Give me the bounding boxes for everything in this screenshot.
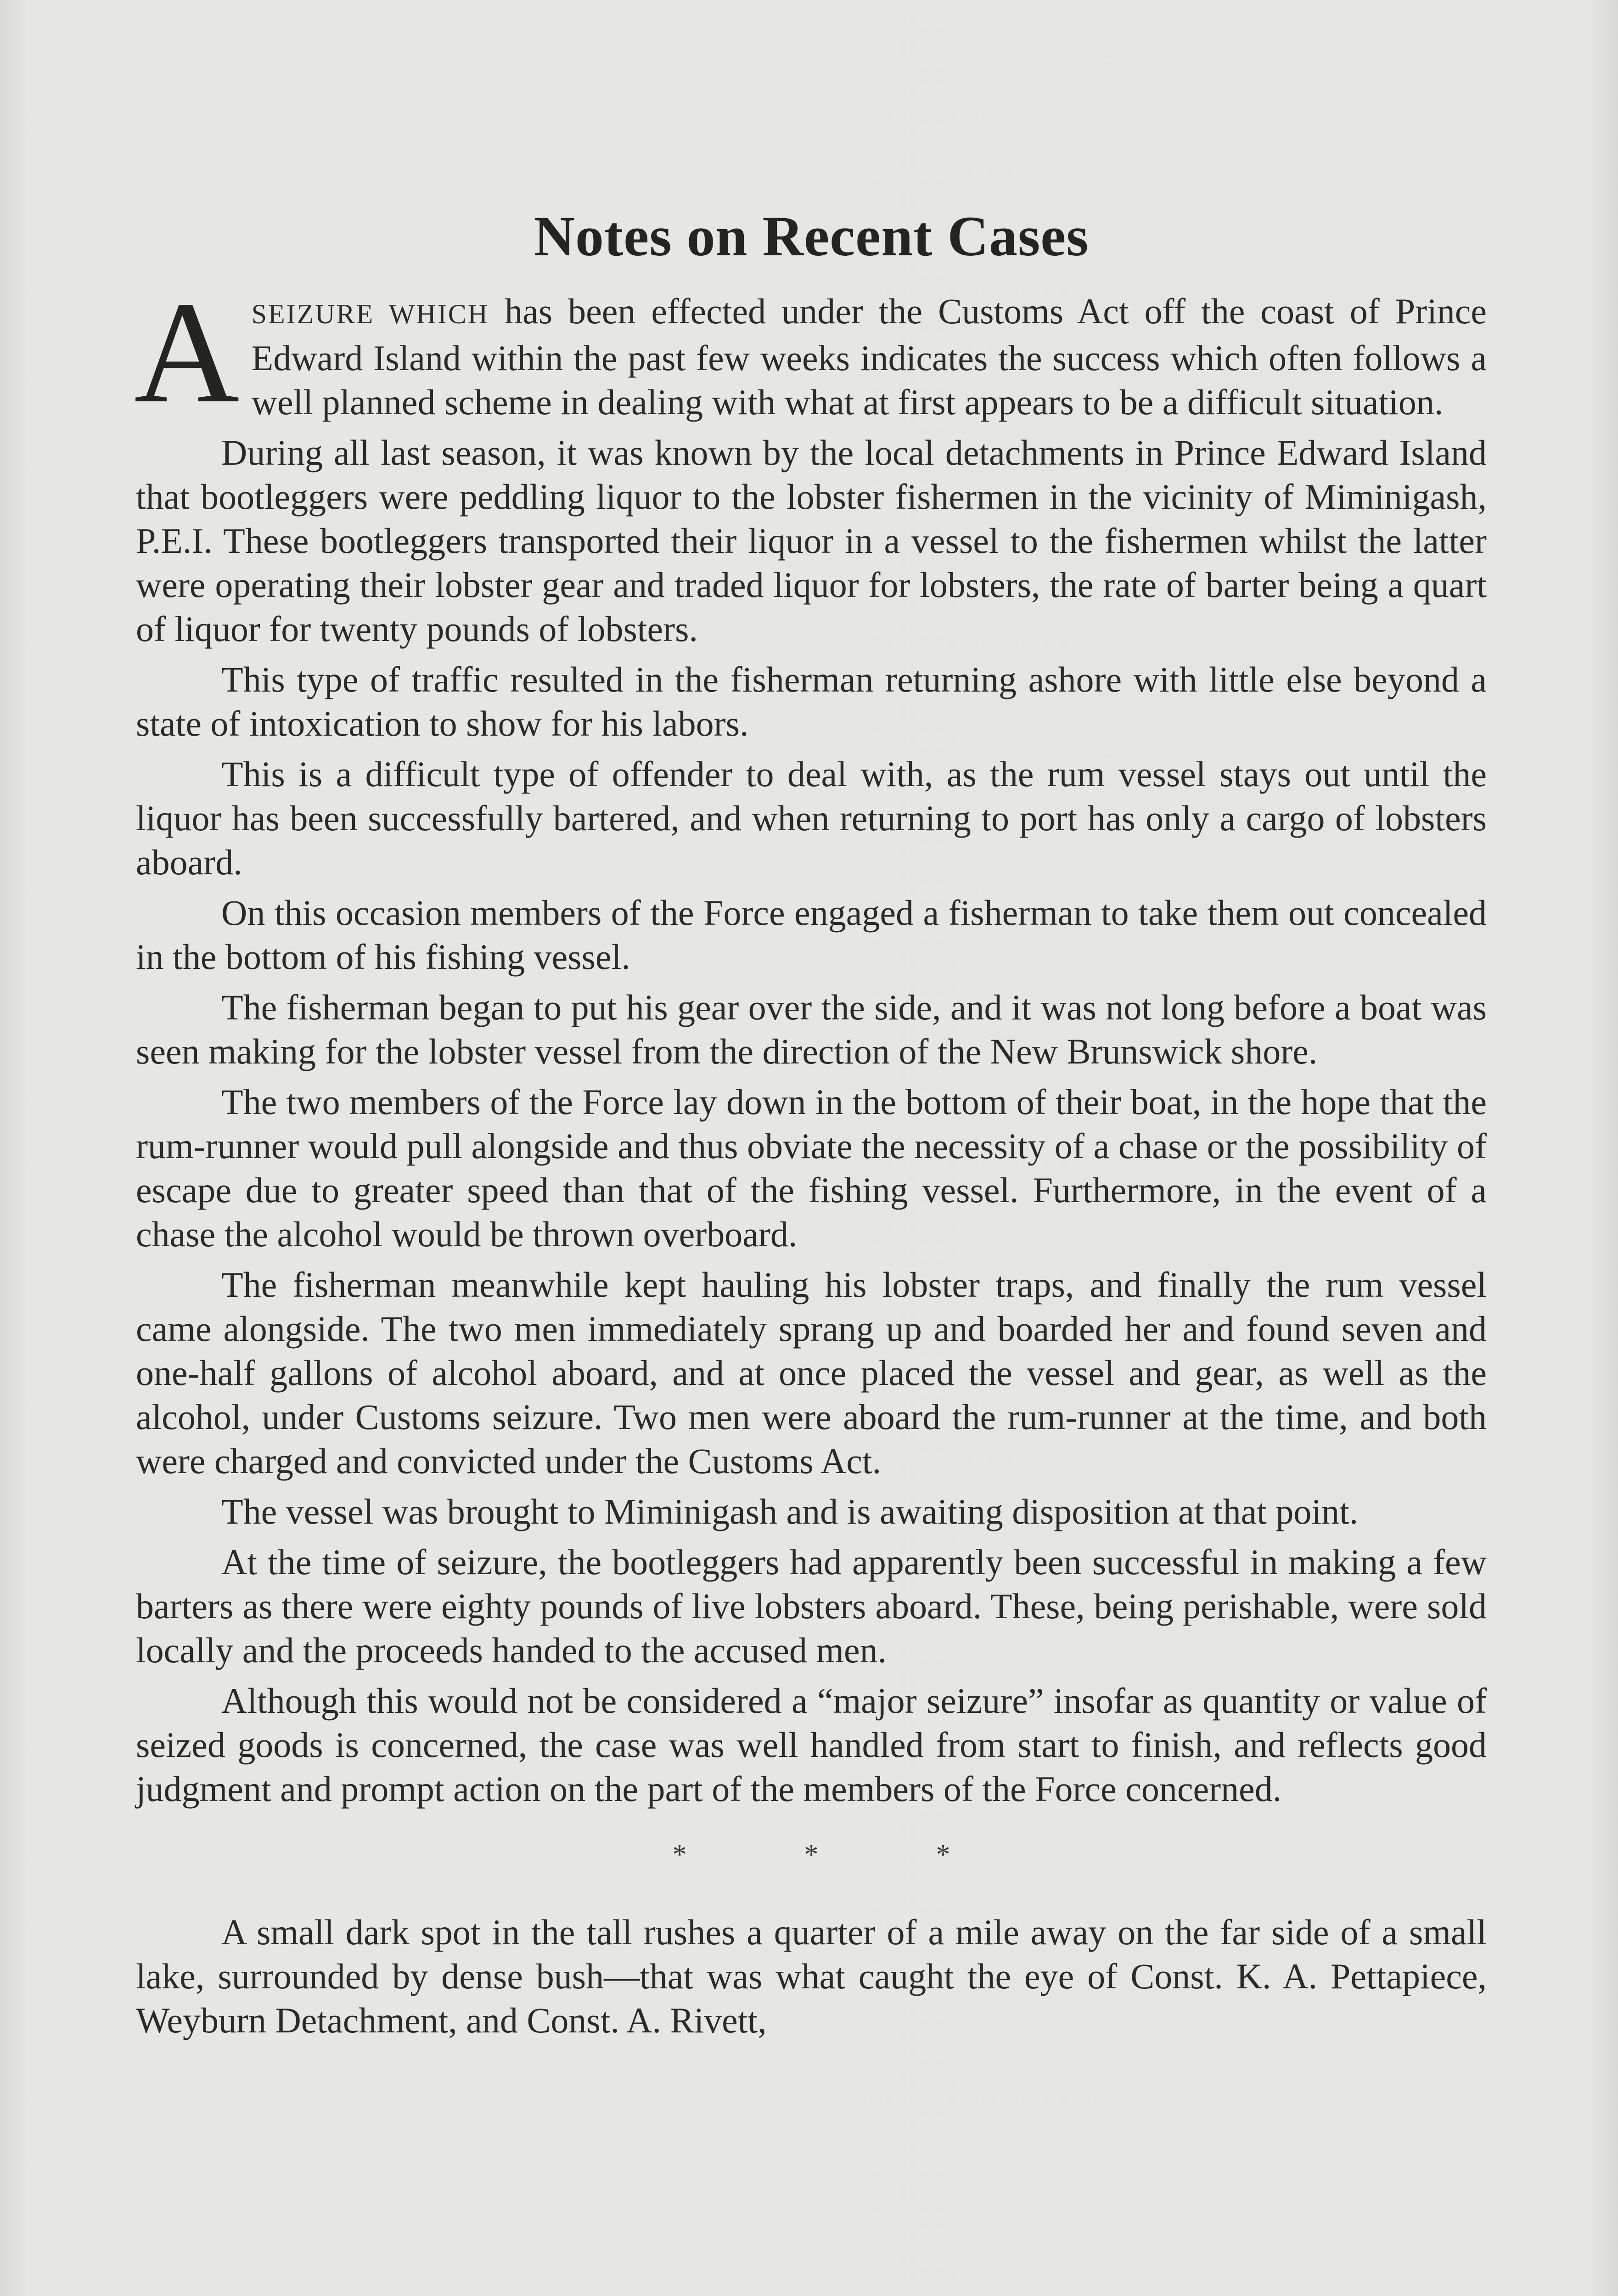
paragraph: This type of traffic resulted in the fisherman returning ashore with little else beyond a state of intoxication to show for his labors. — [136, 659, 1487, 743]
paragraph: This is a difficult type of offender to deal with, as the rum vessel stays out until the liquor has been successfully bartered, and when returning to port has only a cargo of lobsters aboard. — [136, 754, 1487, 882]
paragraph: On this occasion members of the Force engaged a fisherman to take them out concealed in the bottom of his fishing vessel. — [136, 893, 1487, 977]
paragraph: The fisherman began to put his gear over the side, and it was not long before a boat was seen making for the lobster vessel from the direction of the New Brunswick shore. — [136, 987, 1487, 1071]
paragraph: During all last season, it was known by the local detachments in Prince Edward Island that bootleggers were peddling liquor to the lobster fishermen in the vicinity of Miminigash, P.E.I. These bootleggers transported their liquor in a vessel to the fishermen whilst the latter were operating their lobster gear and traded liquor for lobsters, the rate of barter being a quart of liquor for twenty pounds of lobsters. — [136, 433, 1487, 649]
separator-star: * — [936, 1839, 950, 1870]
paragraph: At the time of seizure, the bootleggers had apparently been successful in making a few barters as there were eighty pounds of live lobsters aboard. These, being perishable, were sold locally and the proceeds handed to the accused men. — [136, 1542, 1487, 1670]
paragraph: The two members of the Force lay down in the bottom of their boat, in the hope that the rum-runner would pull alongside and thus obviate the necessity of a chase or the possibility of escape due to greater speed than that of the fishing vessel. Furthermore, in the event of a chase the alcohol would be thrown overboard. — [136, 1082, 1487, 1254]
paragraph: The vessel was brought to Miminigash and is awaiting disposition at that point. — [221, 1491, 1359, 1531]
section-separator — [136, 1839, 1487, 1871]
drop-cap: A — [134, 271, 240, 433]
page-title: Notes on Recent Cases — [534, 205, 1089, 268]
paragraph: The fisherman meanwhile kept hauling his lobster traps, and finally the rum vessel came alongside. The two men immediately sprang up and boarded her and found seven and one-half gallons of alcohol aboard, and at once placed the vessel and gear, as well as the alcohol, under Customs seizure. Two men were aboard the rum-runner at the time, and both were charged and convicted under the Customs Act. — [136, 1265, 1487, 1481]
closing-paragraph: A small dark spot in the tall rushes a quarter of a mile away on the far side of a small lake, surrounded by dense bush—that was what caught the eye of Const. K. A. Pettapiece, Weyburn Detachment, and Const. A. Rivett, — [136, 1912, 1487, 2040]
first-paragraph — [134, 271, 1487, 433]
article — [136, 202, 1487, 2049]
paragraph: Although this would not be considered a “major seizure” insofar as quantity or value of seized goods is concerned, the case was well handled from start to finish, and reflects good judgment and prompt action on the part of the members of the Force concerned. — [136, 1681, 1487, 1809]
separator-star: * — [672, 1839, 687, 1870]
first-paragraph-text: has been effected under the Customs Act off the coast of Prince Edward Island within the past few weeks indicates the success which often follows a well planned scheme in dealing with what at first appears to be a difficult situation. — [251, 291, 1487, 422]
separator-star: * — [804, 1839, 819, 1870]
small-caps-lead: SEIZURE WHICH — [251, 299, 489, 329]
